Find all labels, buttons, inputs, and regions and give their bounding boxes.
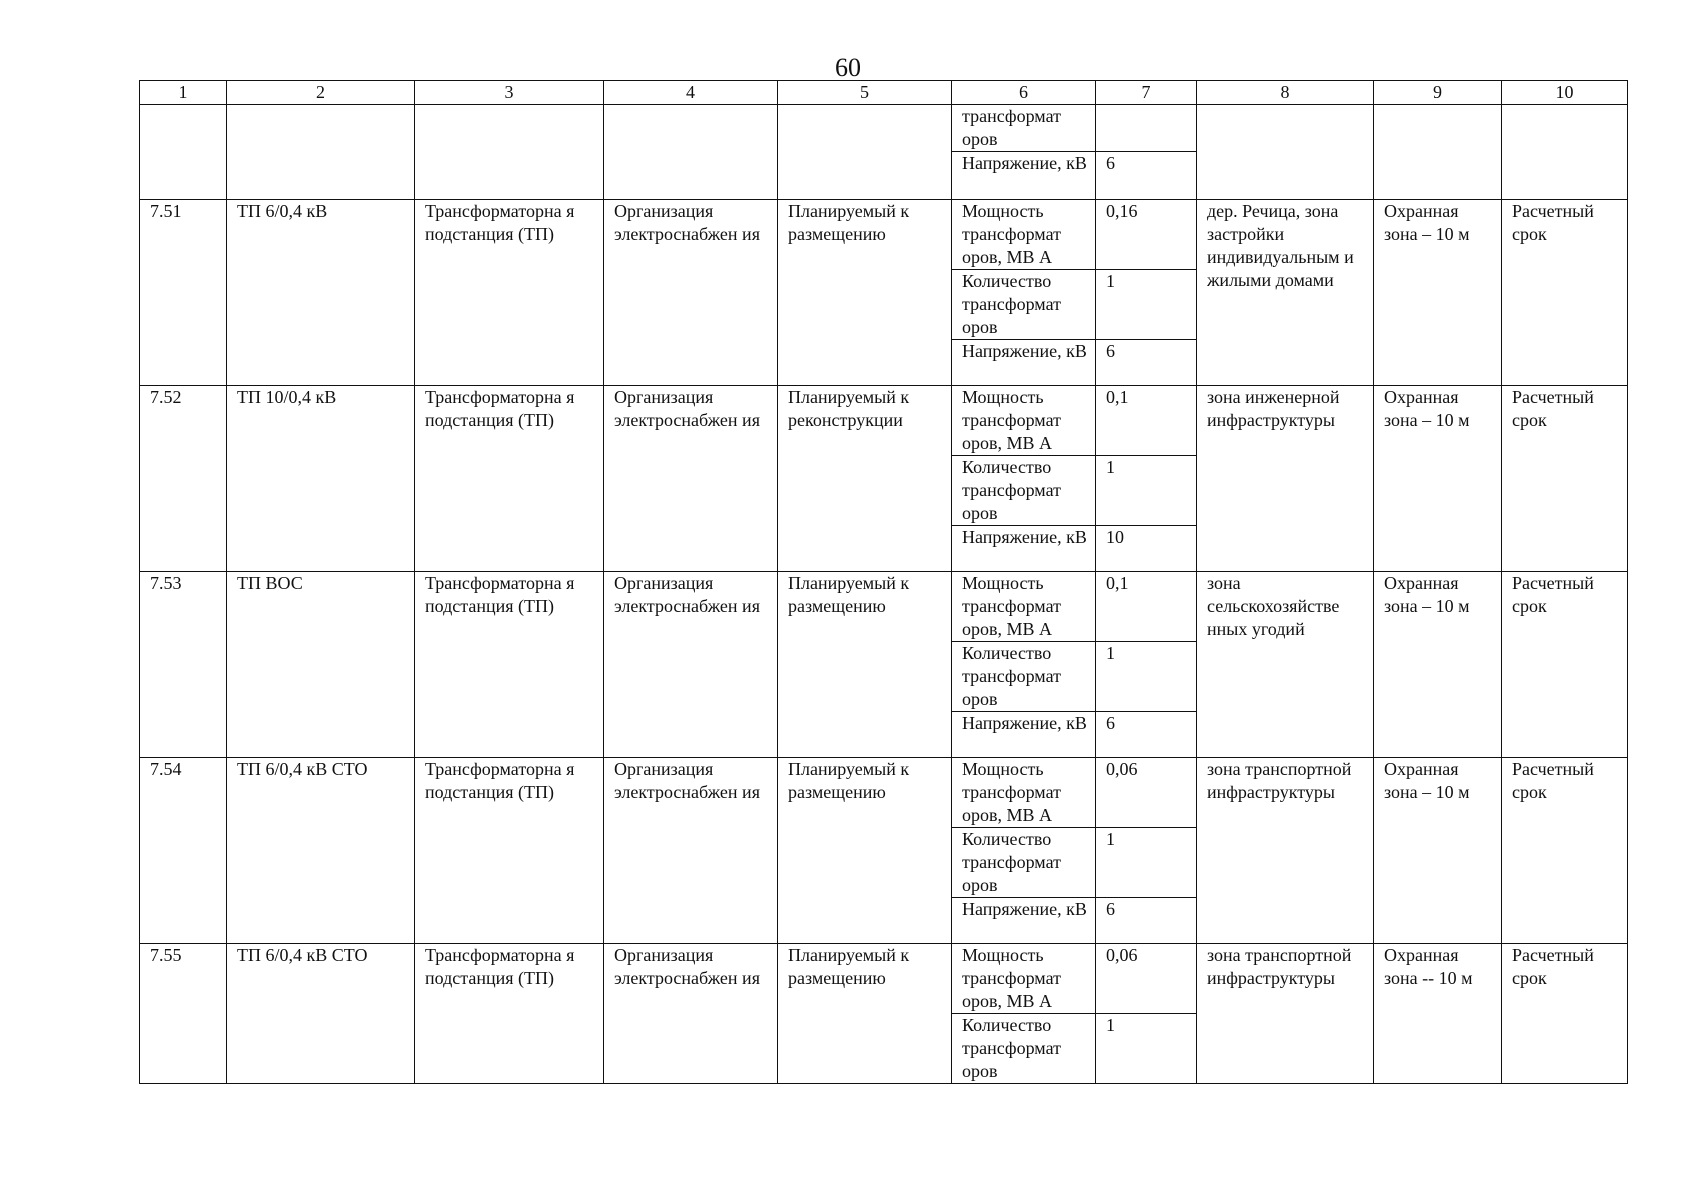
cell-zone: Охранная зона – 10 м — [1374, 572, 1502, 758]
param-value: 0,06 — [1096, 758, 1197, 828]
cell-status: Планируемый к реконструкции — [778, 386, 952, 572]
param-name: Мощность трансформат оров, МВ А — [952, 386, 1096, 456]
cell-location — [1197, 105, 1374, 200]
cell-purpose: Организация электроснабжен ия — [604, 944, 778, 1084]
table-row — [140, 386, 1628, 456]
cell-name: ТП 6/0,4 кВ СТО — [227, 758, 415, 944]
cell-term — [1502, 105, 1628, 200]
param-name: Мощность трансформат оров, МВ А — [952, 572, 1096, 642]
param-name: Количество трансформат оров — [952, 1014, 1096, 1084]
param-name: Напряжение, кВ — [952, 152, 1096, 200]
cell-num: 7.55 — [140, 944, 227, 1084]
param-value: 6 — [1096, 898, 1197, 944]
param-value: 6 — [1096, 340, 1197, 386]
cell-type — [415, 105, 604, 200]
cell-location: зона сельскохозяйстве нных угодий — [1197, 572, 1374, 758]
cell-purpose — [604, 105, 778, 200]
cell-zone: Охранная зона – 10 м — [1374, 758, 1502, 944]
param-name: Количество трансформат оров — [952, 456, 1096, 526]
cell-status — [778, 105, 952, 200]
cell-status: Планируемый к размещению — [778, 944, 952, 1084]
table-row — [140, 572, 1628, 642]
cell-purpose: Организация электроснабжен ия — [604, 386, 778, 572]
param-name: трансформат оров — [952, 105, 1096, 152]
cell-name: ТП 10/0,4 кВ — [227, 386, 415, 572]
cell-name: ТП 6/0,4 кВ СТО — [227, 944, 415, 1084]
col-header: 7 — [1096, 81, 1197, 105]
cell-name: ТП ВОС — [227, 572, 415, 758]
param-value: 6 — [1096, 712, 1197, 758]
objects-table — [139, 80, 1628, 1084]
cell-term: Расчетный срок — [1502, 572, 1628, 758]
param-value: 1 — [1096, 270, 1197, 340]
cell-status: Планируемый к размещению — [778, 200, 952, 386]
cell-purpose: Организация электроснабжен ия — [604, 200, 778, 386]
cell-term: Расчетный срок — [1502, 386, 1628, 572]
param-value: 0,1 — [1096, 386, 1197, 456]
param-name: Напряжение, кВ — [952, 712, 1096, 758]
cell-num: 7.52 — [140, 386, 227, 572]
cell-type: Трансформаторна я подстанция (ТП) — [415, 200, 604, 386]
col-header: 6 — [952, 81, 1096, 105]
cell-type: Трансформаторна я подстанция (ТП) — [415, 758, 604, 944]
page-number: 60 — [835, 53, 861, 82]
param-value — [1096, 105, 1197, 152]
cell-type: Трансформаторна я подстанция (ТП) — [415, 572, 604, 758]
cell-status: Планируемый к размещению — [778, 572, 952, 758]
cell-name: ТП 6/0,4 кВ — [227, 200, 415, 386]
param-value: 0,16 — [1096, 200, 1197, 270]
cell-purpose: Организация электроснабжен ия — [604, 572, 778, 758]
cell-location: дер. Речица, зона застройки индивидуальным и жилыми домами — [1197, 200, 1374, 386]
cell-zone — [1374, 105, 1502, 200]
param-value: 1 — [1096, 456, 1197, 526]
param-value: 1 — [1096, 642, 1197, 712]
cell-purpose: Организация электроснабжен ия — [604, 758, 778, 944]
col-header: 1 — [140, 81, 227, 105]
cell-zone: Охранная зона – 10 м — [1374, 386, 1502, 572]
cell-zone: Охранная зона -- 10 м — [1374, 944, 1502, 1084]
param-value: 0,06 — [1096, 944, 1197, 1014]
cell-num: 7.51 — [140, 200, 227, 386]
param-value: 6 — [1096, 152, 1197, 200]
param-name: Напряжение, кВ — [952, 898, 1096, 944]
col-header: 5 — [778, 81, 952, 105]
param-name: Мощность трансформат оров, МВ А — [952, 758, 1096, 828]
param-name: Количество трансформат оров — [952, 642, 1096, 712]
cell-location: зона инженерной инфраструктуры — [1197, 386, 1374, 572]
col-header: 9 — [1374, 81, 1502, 105]
param-name: Мощность трансформат оров, МВ А — [952, 200, 1096, 270]
table-row — [140, 200, 1628, 270]
cell-location: зона транспортной инфраструктуры — [1197, 758, 1374, 944]
cell-name — [227, 105, 415, 200]
param-value: 10 — [1096, 526, 1197, 572]
cell-location: зона транспортной инфраструктуры — [1197, 944, 1374, 1084]
table-row — [140, 944, 1628, 1014]
table-row — [140, 758, 1628, 828]
param-value: 1 — [1096, 1014, 1197, 1084]
cell-status: Планируемый к размещению — [778, 758, 952, 944]
col-header: 10 — [1502, 81, 1628, 105]
col-header: 8 — [1197, 81, 1374, 105]
cell-type: Трансформаторна я подстанция (ТП) — [415, 944, 604, 1084]
col-header: 4 — [604, 81, 778, 105]
cell-type: Трансформаторна я подстанция (ТП) — [415, 386, 604, 572]
param-value: 0,1 — [1096, 572, 1197, 642]
param-name: Напряжение, кВ — [952, 526, 1096, 572]
cell-num: 7.54 — [140, 758, 227, 944]
param-name: Мощность трансформат оров, МВ А — [952, 944, 1096, 1014]
cell-term: Расчетный срок — [1502, 200, 1628, 386]
cell-term: Расчетный срок — [1502, 758, 1628, 944]
cell-num — [140, 105, 227, 200]
col-header: 2 — [227, 81, 415, 105]
param-value: 1 — [1096, 828, 1197, 898]
param-name: Напряжение, кВ — [952, 340, 1096, 386]
table-row — [140, 105, 1628, 152]
param-name: Количество трансформат оров — [952, 270, 1096, 340]
col-header: 3 — [415, 81, 604, 105]
header-row — [140, 81, 1628, 105]
cell-zone: Охранная зона – 10 м — [1374, 200, 1502, 386]
cell-num: 7.53 — [140, 572, 227, 758]
cell-term: Расчетный срок — [1502, 944, 1628, 1084]
param-name: Количество трансформат оров — [952, 828, 1096, 898]
